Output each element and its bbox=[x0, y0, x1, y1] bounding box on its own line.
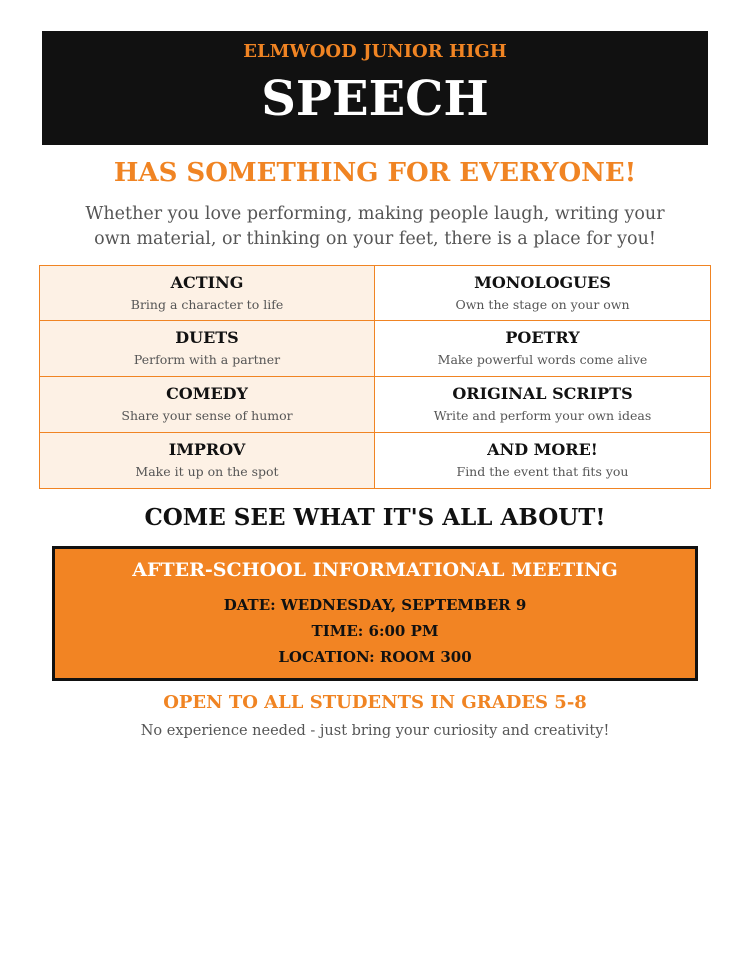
meeting-title: AFTER-SCHOOL INFORMATIONAL MEETING bbox=[132, 559, 618, 581]
event-desc: Find the event that fits you bbox=[456, 464, 629, 479]
event-desc: Share your sense of humor bbox=[121, 408, 293, 423]
experience-note: No experience needed - just bring your curiosity and creativity! bbox=[140, 723, 610, 739]
event-cell-comedy bbox=[39, 377, 375, 433]
intro-text: Whether you love performing, making people laugh, writing your own material, or thinking on your feet, there is a place for you! bbox=[85, 204, 665, 249]
event-title: ORIGINAL SCRIPTS bbox=[452, 384, 633, 403]
tagline: HAS SOMETHING FOR EVERYONE! bbox=[113, 158, 637, 188]
event-desc: Bring a character to life bbox=[130, 297, 284, 312]
eligibility-heading: OPEN TO ALL STUDENTS IN GRADES 5-8 bbox=[163, 692, 587, 713]
event-title: MONOLOGUES bbox=[474, 273, 611, 292]
event-title: POETRY bbox=[505, 328, 580, 347]
meeting-location: LOCATION: ROOM 300 bbox=[278, 648, 472, 666]
school-name: ELMWOOD JUNIOR HIGH bbox=[243, 41, 507, 62]
event-cell-original-scripts bbox=[375, 377, 711, 433]
event-desc: Own the stage on your own bbox=[455, 297, 630, 312]
event-desc: Make powerful words come alive bbox=[437, 352, 648, 367]
event-title: DUETS bbox=[175, 328, 239, 347]
event-title: IMPROV bbox=[168, 440, 246, 459]
header-banner bbox=[42, 31, 708, 145]
meeting-time: TIME: 6:00 PM bbox=[311, 622, 439, 640]
event-cell-monologues bbox=[375, 265, 711, 321]
event-title: ACTING bbox=[170, 273, 244, 292]
event-cell-acting bbox=[39, 265, 375, 321]
event-cell-duets bbox=[39, 321, 375, 377]
event-desc: Perform with a partner bbox=[133, 352, 281, 367]
page-title: SPEECH bbox=[261, 71, 489, 127]
event-cell-poetry bbox=[375, 321, 711, 377]
event-title: COMEDY bbox=[166, 384, 248, 403]
event-title: AND MORE! bbox=[487, 440, 598, 459]
event-desc: Make it up on the spot bbox=[135, 464, 279, 479]
event-desc: Write and perform your own ideas bbox=[433, 408, 652, 423]
event-cell-and-more bbox=[375, 433, 711, 489]
call-to-action: COME SEE WHAT IT'S ALL ABOUT! bbox=[144, 504, 606, 531]
events-grid bbox=[39, 265, 711, 490]
event-cell-improv bbox=[39, 433, 375, 489]
meeting-date: DATE: WEDNESDAY, SEPTEMBER 9 bbox=[223, 596, 527, 614]
meeting-box bbox=[52, 546, 698, 681]
